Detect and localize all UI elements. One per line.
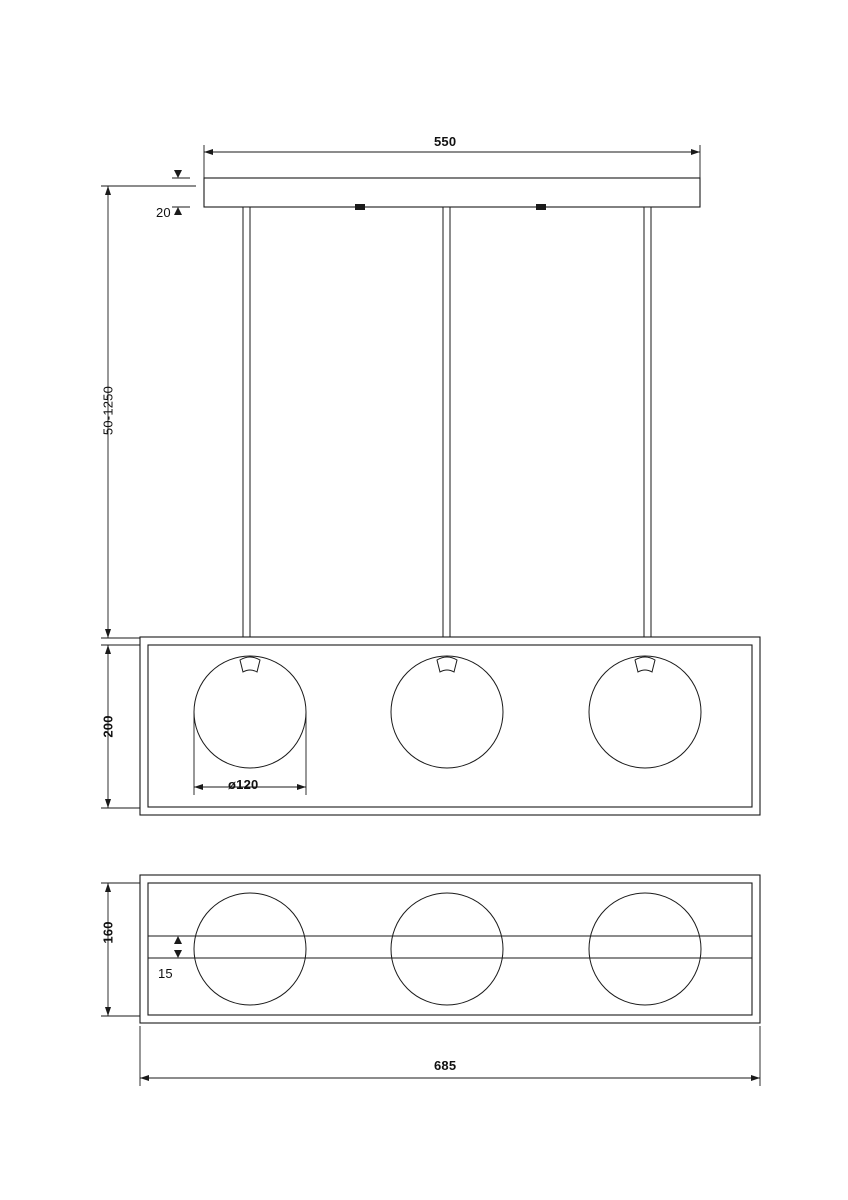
label-globe-diameter: ø120 xyxy=(228,777,259,792)
globe-sockets xyxy=(240,657,655,672)
label-suspension-range: 50-1250 xyxy=(100,385,116,436)
dimension-bar-offset xyxy=(172,936,196,958)
dimension-overall-width xyxy=(204,145,700,178)
label-bar-offset: 15 xyxy=(158,966,173,981)
front-globes xyxy=(194,656,701,768)
top-center-bar xyxy=(148,936,752,958)
ceiling-canopy xyxy=(204,178,700,207)
dimension-overall-length xyxy=(140,1026,760,1086)
label-overall-width: 550 xyxy=(434,134,457,149)
label-frame-depth: 160 xyxy=(100,921,116,944)
label-overall-length: 685 xyxy=(434,1058,457,1073)
dimension-canopy-height xyxy=(172,170,190,215)
label-canopy-height: 20 xyxy=(156,205,171,220)
suspension-rods xyxy=(243,207,651,637)
label-frame-height: 200 xyxy=(100,715,116,738)
top-globes xyxy=(194,893,701,1005)
